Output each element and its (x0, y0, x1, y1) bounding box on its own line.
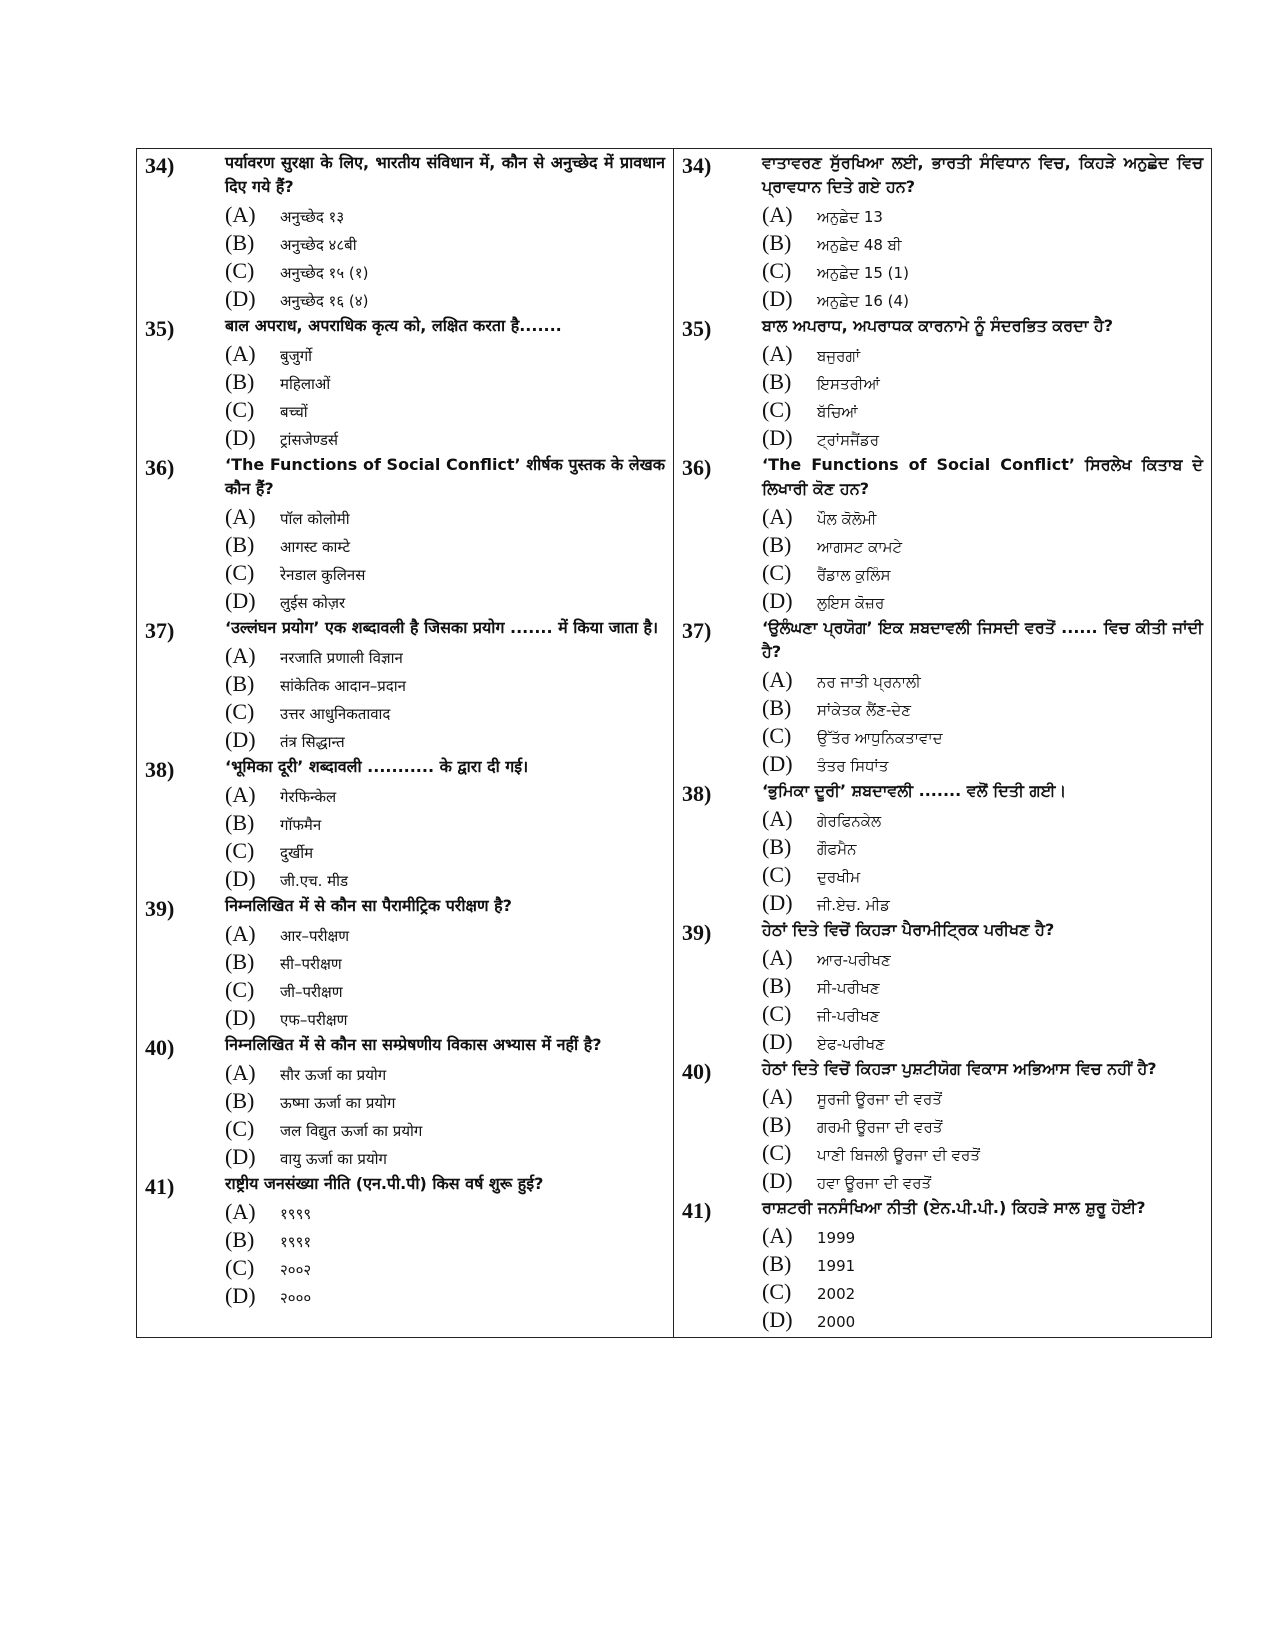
option-text: ਅਨੁਛੇਦ 16 (4) (817, 292, 909, 310)
answer-option (225, 866, 665, 894)
question-number: 34) (682, 153, 712, 178)
answer-option (225, 397, 665, 425)
option-text: ਇਸਤਰੀਆਂ (817, 375, 880, 393)
option-letter: (B) (225, 1227, 255, 1252)
answer-option (225, 671, 665, 699)
answer-option (762, 425, 1203, 453)
answer-option (762, 1279, 1203, 1307)
answer-option (762, 341, 1203, 369)
option-letter: (D) (762, 890, 793, 915)
answer-option (225, 425, 665, 453)
option-letter: (B) (762, 532, 792, 557)
option-letter: (D) (762, 588, 793, 613)
option-text: लुईस कोज़र (280, 594, 346, 612)
question-body (762, 1196, 1203, 1335)
option-text: बच्चों (280, 403, 308, 421)
option-letter: (A) (225, 643, 256, 668)
question-hindi (145, 755, 665, 894)
question-punjabi (682, 616, 1203, 779)
answer-option (762, 1140, 1203, 1168)
answer-option (225, 727, 665, 755)
option-letter: (B) (225, 369, 255, 394)
option-letter: (A) (762, 1223, 793, 1248)
answer-option (762, 1112, 1203, 1140)
answer-option (762, 834, 1203, 862)
option-text: जी–परीक्षण (280, 983, 343, 1001)
option-text: ਸੂਰਜੀ ਊਰਜਾ ਦੀ ਵਰਤੋਂ (817, 1090, 942, 1108)
question-text: ਬਾਲ ਅਪਰਾਧ, ਅਪਰਾਧਕ ਕਾਰਨਾਮੇ ਨੂੰ ਸੰਦਰਭਿਤ ਕਰਦਾ ਹੈ? (762, 316, 1114, 335)
question-punjabi (682, 314, 1203, 453)
question-number: 41) (682, 1198, 712, 1223)
question-text: ਹੇਠਾਂ ਦਿਤੇ ਵਿਚੋਂ ਕਿਹੜਾ ਪੁਸ਼ਟੀਯੋਗ ਵਿਕਾਸ ਅਭਿਆਸ ਵਿਚ ਨਹੀਂ ਹੈ? (762, 1059, 1157, 1078)
option-text: जी.एच. मीड (280, 872, 349, 890)
answer-option (225, 588, 665, 616)
option-text: ਪੌਲ ਕੋਲੋਮੀ (817, 510, 877, 528)
option-letter: (D) (225, 1144, 256, 1169)
answer-option (225, 810, 665, 838)
question-number: 39) (145, 896, 175, 921)
question-hindi (145, 314, 665, 453)
option-text: 1991 (817, 1257, 856, 1275)
option-text: ऊष्मा ऊर्जा का प्रयोग (280, 1094, 396, 1112)
question-text: ‘The Functions of Social Conflict’ शीर्षक पुस्तक के लेखक कौन हैं? (225, 455, 665, 498)
option-text: ਪਾਣੀ ਬਿਜਲੀ ਊਰਜਾ ਦੀ ਵਰਤੋਂ (817, 1146, 980, 1164)
answer-option (225, 202, 665, 230)
answer-option (762, 667, 1203, 695)
option-text: ਅਨੁਛੇਦ 15 (1) (817, 264, 909, 282)
option-text: ਏਫ-ਪਰੀਖਣ (817, 1035, 885, 1053)
question-hindi (145, 453, 665, 616)
question-number: 35) (145, 316, 175, 341)
option-letter: (A) (225, 202, 256, 227)
option-text: ਆਰ-ਪਰੀਖਣ (817, 951, 891, 969)
answer-option (762, 258, 1203, 286)
answer-option (762, 369, 1203, 397)
question-number: 36) (682, 455, 712, 480)
option-text: २००० (280, 1289, 312, 1307)
option-letter: (D) (225, 425, 256, 450)
answer-option (762, 723, 1203, 751)
option-text: ਲੁਇਸ ਕੋਜ਼ਰ (817, 594, 885, 612)
option-letter: (A) (225, 504, 256, 529)
answer-option (762, 890, 1203, 918)
answer-option (225, 1088, 665, 1116)
question-hindi (145, 616, 665, 755)
option-text: गेरफिन्केल (280, 788, 337, 806)
question-text: बाल अपराध, अपराधिक कृत्य को, लक्षित करता है....... (225, 316, 562, 335)
option-letter: (B) (762, 1112, 792, 1137)
option-letter: (C) (762, 258, 792, 283)
answer-option (225, 1255, 665, 1283)
option-letter: (B) (225, 810, 255, 835)
answer-option (762, 560, 1203, 588)
option-text: नरजाति प्रणाली विज्ञान (280, 649, 403, 667)
option-text: ਰੈਂਡਾਲ ਕੁਲਿੰਸ (817, 566, 891, 584)
answer-option (762, 695, 1203, 723)
question-body (762, 779, 1203, 918)
question-number: 34) (145, 153, 175, 178)
question-body (225, 616, 665, 755)
answer-option (762, 862, 1203, 890)
answer-option (762, 504, 1203, 532)
option-letter: (A) (762, 341, 793, 366)
option-text: महिलाओं (280, 375, 331, 393)
option-text: ਗਰਮੀ ਊਰਜਾ ਦੀ ਵਰਤੋਂ (817, 1118, 943, 1136)
option-text: ਉੱਤੱਰ ਆਧੁਨਿਕਤਾਵਾਦ (817, 729, 943, 747)
option-text: बुजुर्गो (280, 347, 313, 365)
option-letter: (A) (762, 202, 793, 227)
option-text: दुर्खीम (280, 844, 314, 862)
question-table (136, 148, 1212, 1338)
answer-option (762, 1029, 1203, 1057)
answer-option (762, 1168, 1203, 1196)
question-punjabi (682, 453, 1203, 616)
punjabi-column (674, 149, 1211, 1337)
option-text: एफ–परीक्षण (280, 1011, 348, 1029)
option-letter: (B) (762, 973, 792, 998)
question-punjabi (682, 1196, 1203, 1335)
question-number: 40) (682, 1059, 712, 1084)
option-text: ਬੱਚਿਆਂ (817, 403, 858, 421)
answer-option (225, 977, 665, 1005)
option-text: अनुच्छेद ४८बी (280, 236, 357, 254)
question-punjabi (682, 918, 1203, 1057)
answer-option (762, 806, 1203, 834)
answer-option (225, 782, 665, 810)
option-letter: (C) (225, 560, 255, 585)
question-number: 39) (682, 920, 712, 945)
answer-option (762, 1251, 1203, 1279)
answer-option (762, 230, 1203, 258)
option-text: वायु ऊर्जा का प्रयोग (280, 1150, 387, 1168)
option-text: ਸੀ-ਪਰੀਖਣ (817, 979, 880, 997)
answer-option (225, 286, 665, 314)
option-text: उत्तर आधुनिकतावाद (280, 705, 391, 723)
answer-option (225, 1227, 665, 1255)
question-text: ਰਾਸ਼ਟਰੀ ਜਨਸੰਖਿਆ ਨੀਤੀ (ਏਨ.ਪੀ.ਪੀ.) ਕਿਹੜੇ ਸਾਲ ਸ਼ੁਰੂ ਹੋਈ? (762, 1198, 1146, 1217)
option-letter: (C) (762, 723, 792, 748)
question-text: ਹੇਠਾਂ ਦਿਤੇ ਵਿਚੋਂ ਕਿਹੜਾ ਪੈਰਾਮੀਟ੍ਰਿਕ ਪਰੀਖਣ ਹੈ? (762, 920, 1055, 939)
answer-option (762, 397, 1203, 425)
option-letter: (D) (762, 751, 793, 776)
answer-option (225, 1283, 665, 1311)
option-letter: (D) (225, 1283, 256, 1308)
option-letter: (C) (225, 699, 255, 724)
option-letter: (C) (225, 977, 255, 1002)
option-letter: (B) (762, 1251, 792, 1276)
option-text: अनुच्छेद १३ (280, 208, 345, 226)
answer-option (762, 1223, 1203, 1251)
option-text: रेनडाल कुलिनस (280, 566, 366, 584)
question-number: 37) (145, 618, 175, 643)
answer-option (225, 643, 665, 671)
option-letter: (D) (762, 425, 793, 450)
answer-option (225, 699, 665, 727)
option-letter: (C) (225, 1116, 255, 1141)
option-text: ਬਜੁਰਗਾਂ (817, 347, 861, 365)
option-text: ਗੇਰਫਿਨਕੇਲ (817, 812, 882, 830)
option-letter: (C) (225, 397, 255, 422)
option-letter: (C) (225, 838, 255, 863)
answer-option (225, 838, 665, 866)
answer-option (225, 1060, 665, 1088)
option-letter: (B) (762, 369, 792, 394)
option-letter: (C) (762, 560, 792, 585)
option-text: ਟ੍ਰਾਂਸਜੈਂਡਰ (817, 431, 879, 449)
option-text: आगस्ट काम्टे (280, 538, 351, 556)
question-text: ‘उल्लंघन प्रयोग’ एक शब्दावली है जिसका प्रयोग ....... में किया जाता है। (225, 618, 659, 637)
option-letter: (B) (225, 230, 255, 255)
option-letter: (D) (762, 1307, 793, 1332)
option-letter: (C) (225, 258, 255, 283)
question-body (225, 894, 665, 1033)
option-letter: (A) (762, 504, 793, 529)
question-number: 37) (682, 618, 712, 643)
answer-option (762, 751, 1203, 779)
option-text: पॉल कोलोमी (280, 510, 350, 528)
question-body (225, 314, 665, 453)
option-letter: (D) (225, 588, 256, 613)
question-number: 35) (682, 316, 712, 341)
option-text: जल विद्युत ऊर्जा का प्रयोग (280, 1122, 423, 1140)
option-text: सांकेतिक आदान–प्रदान (280, 677, 406, 695)
answer-option (225, 230, 665, 258)
answer-option (762, 532, 1203, 560)
question-text: निम्नलिखित में से कौन सा पैरामीट्रिक परीक्षण है? (225, 896, 512, 915)
option-letter: (C) (762, 1001, 792, 1026)
option-letter: (A) (225, 782, 256, 807)
option-text: ਹਵਾ ਊਰਜਾ ਦੀ ਵਰਤੋਂ (817, 1174, 932, 1192)
question-text: ਵਾਤਾਵਰਣ ਸੁੱਰਖਿਆ ਲਈ, ਭਾਰਤੀ ਸੰਵਿਧਾਨ ਵਿਚ, ਕਿਹੜੇ ਅਨੁਛੇਦ ਵਿਚ ਪ੍ਰਾਵਧਾਨ ਦਿਤੇ ਗਏ ਹਨ? (762, 153, 1203, 196)
question-punjabi (682, 151, 1203, 314)
option-letter: (D) (225, 286, 256, 311)
question-hindi (145, 151, 665, 314)
option-text: गॉफमैन (280, 816, 322, 834)
option-letter: (A) (762, 806, 793, 831)
question-text: पर्यावरण सुरक्षा के लिए, भारतीय संविधान में, कौन से अनुच्छेद में प्रावधान दिए गये हैं? (225, 153, 665, 196)
option-text: ਤੰਤਰ ਸਿਧਾਂਤ (817, 757, 889, 775)
option-text: सौर ऊर्जा का प्रयोग (280, 1066, 387, 1084)
option-letter: (C) (762, 397, 792, 422)
question-body (762, 1057, 1203, 1196)
answer-option (225, 1005, 665, 1033)
answer-option (225, 1144, 665, 1172)
option-letter: (C) (762, 1140, 792, 1165)
option-text: सी–परीक्षण (280, 955, 342, 973)
answer-option (762, 1084, 1203, 1112)
option-letter: (A) (225, 921, 256, 946)
option-text: ਸਾਂਕੇਤਕ ਲੈਂਣ-ਦੇਣ (817, 701, 912, 719)
answer-option (225, 949, 665, 977)
hindi-column (137, 149, 674, 1337)
question-body (225, 1033, 665, 1172)
option-text: ਨਰ ਜਾਤੀ ਪ੍ਰਨਾਲੀ (817, 673, 921, 691)
answer-option (225, 504, 665, 532)
answer-option (762, 1001, 1203, 1029)
option-text: अनुच्छेद १५ (१) (280, 264, 369, 282)
option-letter: (B) (225, 532, 255, 557)
answer-option (762, 202, 1203, 230)
option-letter: (D) (762, 1029, 793, 1054)
option-letter: (D) (225, 1005, 256, 1030)
question-hindi (145, 894, 665, 1033)
question-number: 38) (145, 757, 175, 782)
option-text: ਦੁਰਖੀਮ (817, 868, 861, 886)
question-text: ‘भूमिका दूरी’ शब्दावली ........... के द्वारा दी गई। (225, 757, 529, 776)
answer-option (762, 1307, 1203, 1335)
question-punjabi (682, 1057, 1203, 1196)
option-text: ट्रांसजेण्डर्स (280, 431, 339, 449)
option-letter: (D) (225, 866, 256, 891)
option-text: ਜੀ.ਏਚ. ਮੀਡ (817, 896, 890, 914)
option-text: 2000 (817, 1313, 856, 1331)
option-text: ਅਨੁਛੇਦ 13 (817, 208, 883, 226)
answer-option (225, 1199, 665, 1227)
answer-option (225, 1116, 665, 1144)
answer-option (762, 945, 1203, 973)
option-letter: (C) (762, 862, 792, 887)
question-body (225, 453, 665, 616)
option-text: २००२ (280, 1261, 312, 1279)
option-text: ਗੌਫਮੈਨ (817, 840, 857, 858)
option-letter: (A) (762, 1084, 793, 1109)
option-letter: (B) (762, 695, 792, 720)
question-number: 41) (145, 1174, 175, 1199)
option-letter: (A) (762, 667, 793, 692)
option-text: 1999 (817, 1229, 856, 1247)
option-letter: (B) (225, 1088, 255, 1113)
option-letter: (A) (225, 1199, 256, 1224)
option-letter: (B) (225, 949, 255, 974)
option-letter: (C) (225, 1255, 255, 1280)
question-punjabi (682, 779, 1203, 918)
option-letter: (D) (762, 286, 793, 311)
option-text: ਆਗਸਟ ਕਾਮਟੇ (817, 538, 903, 556)
question-body (762, 314, 1203, 453)
option-letter: (D) (225, 727, 256, 752)
question-body (225, 755, 665, 894)
question-text: राष्ट्रीय जनसंख्या नीति (एन.पी.पी) किस वर्ष शुरू हुई? (225, 1174, 544, 1193)
option-letter: (B) (225, 671, 255, 696)
answer-option (225, 258, 665, 286)
question-hindi (145, 1172, 665, 1311)
question-body (762, 453, 1203, 616)
question-body (762, 616, 1203, 779)
option-text: आर–परीक्षण (280, 927, 350, 945)
option-text: १९९९ (280, 1205, 312, 1223)
answer-option (225, 341, 665, 369)
question-text: निम्नलिखित में से कौन सा सम्प्रेषणीय विकास अभ्यास में नहीं है? (225, 1035, 602, 1054)
option-text: 2002 (817, 1285, 856, 1303)
answer-option (225, 532, 665, 560)
option-letter: (B) (762, 834, 792, 859)
option-letter: (C) (762, 1279, 792, 1304)
option-text: ਅਨੁਛੇਦ 48 ਬੀ (817, 236, 902, 254)
option-text: १९९१ (280, 1233, 312, 1251)
question-body (225, 151, 665, 314)
option-letter: (A) (225, 341, 256, 366)
question-text: ‘ਉਲੰਘਣਾ ਪ੍ਰਯੋਗ’ ਇਕ ਸ਼ਬਦਾਵਲੀ ਜਿਸਦੀ ਵਰਤੋਂ ...... ਵਿਚ ਕੀਤੀ ਜਾਂਦੀ ਹੈ? (762, 618, 1203, 661)
question-number: 38) (682, 781, 712, 806)
answer-option (762, 286, 1203, 314)
answer-option (225, 369, 665, 397)
question-number: 36) (145, 455, 175, 480)
question-body (762, 918, 1203, 1057)
answer-option (762, 588, 1203, 616)
option-letter: (A) (225, 1060, 256, 1085)
question-number: 40) (145, 1035, 175, 1060)
option-text: अनुच्छेद १६ (४) (280, 292, 369, 310)
answer-option (762, 973, 1203, 1001)
question-body (225, 1172, 665, 1311)
option-letter: (A) (762, 945, 793, 970)
question-text: ‘ਭੁਮਿਕਾ ਦੂਰੀ’ ਸ਼ਬਦਾਵਲੀ ....... ਵਲੋਂ ਦਿਤੀ ਗਈ। (762, 781, 1067, 800)
answer-option (225, 921, 665, 949)
option-text: ਜੀ-ਪਰੀਖਣ (817, 1007, 880, 1025)
question-text: ‘The Functions of Social Conflict’ ਸਿਰਲੇਖ ਕਿਤਾਬ ਦੇ ਲਿਖਾਰੀ ਕੋਣ ਹਨ? (762, 455, 1203, 498)
answer-option (225, 560, 665, 588)
option-letter: (B) (762, 230, 792, 255)
option-letter: (D) (762, 1168, 793, 1193)
option-text: तंत्र सिद्धान्त (280, 733, 345, 751)
question-body (762, 151, 1203, 314)
question-hindi (145, 1033, 665, 1172)
